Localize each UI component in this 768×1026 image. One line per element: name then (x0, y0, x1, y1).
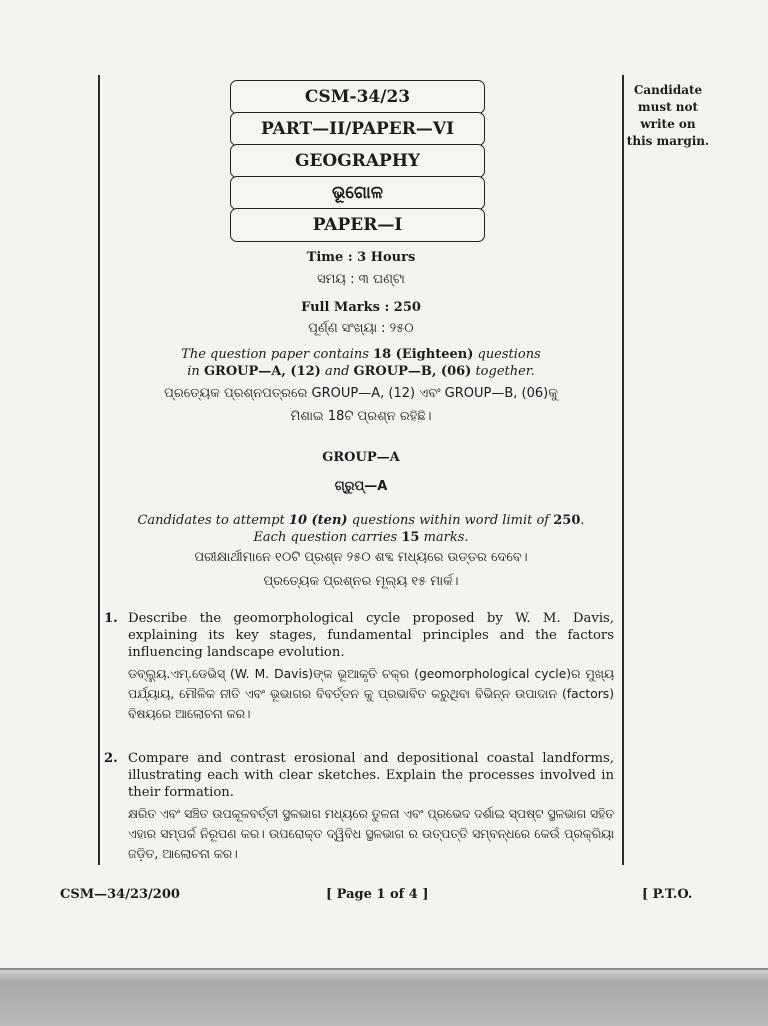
time-label: Time : 3 Hours (306, 250, 416, 265)
question-count: 18 (Eighteen) (373, 347, 474, 362)
group-heading-odia: ଗ୍ରୁପ୍—A (334, 479, 388, 494)
left-margin-rule (98, 75, 100, 865)
group-rule-odia-2: ପ୍ରତ୍ୟେକ ପ୍ରଶ୍ନର ମୂଲ୍ୟ ୧୫ ମାର୍କ। (263, 574, 459, 589)
exam-code: CSM-34/23 (230, 80, 485, 114)
instruction-odia-1: ପ୍ରତ୍ୟେକ ପ୍ରଶ୍ନପତ୍ରରେ GROUP—A, (12) ଏବଂ GROUP—B, (06)କୁ (164, 386, 558, 401)
subject-title-odia: ଭୂଗୋଳ (230, 176, 485, 210)
right-margin-rule (622, 75, 624, 865)
question-text-odia: କ୍ଷରିତ ଏବଂ ସଞ୍ଚିତ ଉପକୂଳବର୍ତ୍ତୀ ସ୍ଥଳଭାଗ ମଧ୍ୟରେ ତୁଳନା ଏବଂ ପ୍ରଭେଦ ଦର୍ଶାଇ ସ୍ପଷ୍ଟ ସ୍ଥଳଭାଗ ସହିତ ଏହାର ସମ୍ପର୍କ ନିରୂପଣ କର। ଉପରୋକ୍ତ ଦ୍ୱିବିଧ ସ୍ଥଳଭାଗ ର ଉତ୍ପତ୍ତି ସମ୍ବନ୍ଧରେ କେଉଁ ପ୍ରକ୍ରିୟା ଜଡ଼ିତ, ଆଲୋଚନା କର। (128, 807, 614, 861)
footer-page-number: [ Page 1 of 4 ] (326, 887, 429, 902)
marks-label: Full Marks : 250 (301, 300, 421, 315)
group-heading: GROUP—A (322, 450, 400, 465)
margin-warning-line: write on (640, 117, 696, 131)
word-limit: 250 (553, 513, 581, 528)
subject-title: GEOGRAPHY (230, 144, 485, 178)
margin-warning-line: this margin. (626, 134, 710, 148)
group-rule-2: Each question carries 15 marks. (253, 530, 469, 545)
question-text: Compare and contrast erosional and depositional coastal landforms, illustrating each with clear sketches. Explain the processes involved in their formation. (128, 751, 614, 800)
group-a-count: GROUP—A, (12) (203, 364, 321, 379)
question-number: 2. (104, 751, 118, 766)
time-label-odia: ସମୟ : ୩ ଘଣ୍ଟା (317, 272, 405, 287)
margin-warning-line: Candidate (633, 83, 703, 97)
scan-bottom-edge (0, 968, 768, 1026)
question-item (104, 750, 614, 864)
margin-warning (624, 82, 712, 150)
instruction-line-1: The question paper contains 18 (Eighteen) questions (181, 347, 541, 362)
instruction-line-2: in GROUP—A, (12) and GROUP—B, (06) together. (187, 364, 535, 379)
group-rule-odia-1: ପରୀକ୍ଷାର୍ଥୀମାନେ ୧୦ଟି ପ୍ରଶ୍ନ ୨୫୦ ଶବ୍ଦ ମଧ୍ୟରେ ଉତ୍ତର ଦେବେ। (194, 550, 528, 565)
question-text-odia: ଡବ୍ଲ୍ୟୁ.ଏମ୍.ଡେଭିସ୍ (W. M. Davis)ଙ୍କ ଭୂଆକୃତି ଚକ୍ର (geomorphological cycle)ର ମୁଖ୍ୟ ପର୍ଯ୍ୟାୟ, ମୌଳିକ ନୀତି ଏବଂ ଭୂଭାଗର ବିବର୍ତ୍ତନ କୁ ପ୍ରଭାବିତ କରୁଥିବା ବିଭିନ୍ନ ଉପାଦାନ (factors) ବିଷୟରେ ଆଲୋଚନା କର। (128, 667, 614, 721)
question-item (104, 610, 614, 724)
footer-pto: [ P.T.O. (642, 887, 693, 902)
paper-number: PAPER—I (230, 208, 485, 242)
group-b-count: GROUP—B, (06) (353, 364, 472, 379)
marks-label-odia: ପୂର୍ଣ୍ଣ ସଂଖ୍ୟା : ୨୫୦ (308, 321, 414, 336)
question-number: 1. (104, 611, 118, 626)
title-box (230, 80, 485, 240)
marks-per-question: 15 (401, 530, 420, 545)
attempt-count: 10 (ten) (288, 513, 348, 528)
footer-code: CSM—34/23/200 (60, 887, 180, 902)
part-paper: PART—II/PAPER—VI (230, 112, 485, 146)
margin-warning-line: must not (637, 100, 699, 114)
instruction-odia-2: ମିଶାଇ 18ଟି ପ୍ରଶ୍ନ ରହିଛି। (290, 409, 432, 424)
question-text: Describe the geomorphological cycle proposed by W. M. Davis, explaining its key stages, fundamental principles and the factors influencing landscape evolution. (128, 611, 614, 660)
group-rule-1: Candidates to attempt 10 (ten) questions within word limit of 250. (137, 513, 585, 528)
